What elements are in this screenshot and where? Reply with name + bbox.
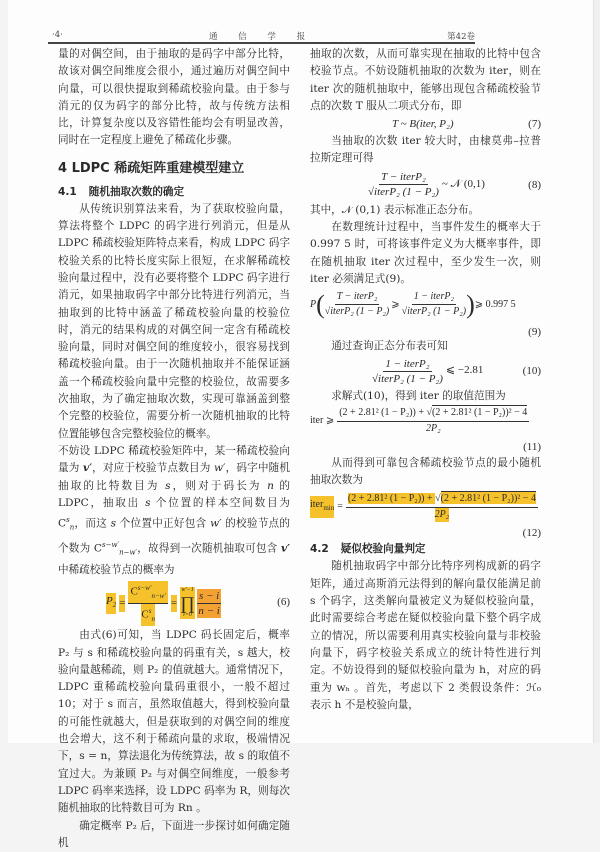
- equation-11: iter ⩾ $\frac{\text{(2 + 2.81² (1 − P₂)) + √(2 + 2.81² (1 − P₂))² − 4}}{\text{2P₂}}$ (11): [310, 405, 541, 455]
- eq6-binomial-fraction: $\frac{C^{s-w'}_{n-w'}}{C^s_n}$: [128, 581, 167, 626]
- paragraph: 通过查询正态分布表可知: [331, 340, 448, 353]
- equation-12: iter$_{min}$ = $\frac{\text{(2 + 2.81² (1 − P₂)) + √(2 + 2.81² (1 − P₂))² − 4}}{\text{2P₂}}$ (12): [310, 489, 541, 541]
- subsection-title: 疑似校验向量判定: [340, 543, 426, 556]
- subsection-number: 4.2: [310, 543, 329, 556]
- equation-number: (8): [528, 178, 541, 191]
- eq12-lhs: iter$_{min}$: [310, 496, 334, 517]
- paragraph: 当抽取的次数 iter 较大时，由棣莫弗–拉普拉斯定理可得: [310, 135, 541, 165]
- header-rule: [48, 42, 475, 44]
- subsection-heading-4-2: [310, 541, 541, 557]
- equation-number: (7): [528, 118, 541, 131]
- left-column: [58, 46, 290, 852]
- viewer-right-border: [593, 0, 600, 743]
- section-title: 4 LDPC 稀疏矩阵重建模型建立: [58, 160, 245, 176]
- eq6-ratio: $\frac{s - i}{n - i}$: [198, 589, 220, 617]
- paragraph: 从传统识别算法来看，为了获取校验向量，算法将整个 LDPC 的码字进行列消元，但是从 LDPC 稀疏校验矩阵特点来看，构成 LDPC 码字校验关系的比特长度实际上很短，在求解稀疏校验向量过程中，没有必要将整个 LDPC 码字进行消元，如果抽取码字中部分比特进行列消元，当抽取到的比特中涵盖了稀疏校验向量的校验位时，消元的结果构成的对偶空间一定含有稀疏校验向量，同时对偶空间的维度较小，很容易找到稀疏校验向量。由于一次随机抽取并不能保证涵盖一个稀疏校验向量中完整的校验位，故需要多次抽取，为了确定抽取次数，实现可靠涵盖到整个完整的校验位，需要分析一次随机抽取的比特位置能够包含完整校验位的概率。: [58, 202, 290, 440]
- subsection-title: 随机抽取次数的确定: [88, 185, 185, 198]
- page-header: [48, 30, 475, 42]
- paragraph-definitions: 不妨设 LDPC 稀疏校验矩阵中，某一稀疏校验向量为 v′，对应于校验节点数目为 w′，码字中随机抽取的比特数目为 s，则对于码长为 n 的 LDPC，抽取出 s 个位置的样本空间数目为 $C^s_n$，而这 s 个位置中正好包含 w′ 的校验节点的个数为 $C^{s-w'}_{n-w'}$，故得到一次随机抽取可包含 v′ 中稀疏校验节点的概率为: [58, 444, 290, 576]
- eq6-lhs: $P_2$: [106, 593, 116, 614]
- subsection-number: 4.1: [58, 185, 77, 198]
- intro-paragraph: 量的对偶空间，由于抽取的是码字中部分比特，故该对偶空间维度会很小，通过遍历对偶空间中向量，可以很快提取到稀疏校验向量。由于参与消元的仅为码字的部分比特，故与传统方法相比，计算复杂度以及容错性能均会有明显改善，同时在一定程度上避免了稀疏化步骤。: [58, 48, 290, 147]
- paragraph: 从而得到可靠包含稀疏校验节点的最小随机抽取次数为: [310, 456, 541, 487]
- paragraph: 确定概率 P₂ 后，下面进一步探讨如何确定随机: [58, 819, 290, 849]
- equation-number: (10): [522, 364, 541, 377]
- equation-number: (9): [528, 326, 541, 339]
- equation-8: $\frac{\text{T − iterP₂}}{\text{√iterP₂ (1 − P₂)}}$ ~ 𝒩 (0,1) (8): [368, 170, 541, 198]
- equation-10: $\frac{\text{1 − iterP₂}}{\text{√iterP₂ (1 − P₂)}}$ ⩽ −2.81 (10): [372, 357, 541, 385]
- paragraph: 在数理统计过程中，当事件发生的概率大于 0.997 5 时，可将该事件定义为大概率事件，即在随机抽取 iter 次过程中，至少发生一次，则 iter 必须满足式(9)。: [310, 221, 541, 285]
- paragraph: 求解式(10)，得到 iter 的取值范围为: [331, 389, 506, 402]
- equation-6: $P_2$ = $\frac{C^{s-w'}_{n-w'}}{C^s_n}$ = w′−1 ∏ i=0 $\frac{s - i}{n - i}$ (6): [58, 581, 290, 625]
- equation-7: T ~ B(iter, P₂) (7): [310, 115, 541, 133]
- paragraph: 其中，𝒩 (0,1) 表示标准正态分布。: [310, 203, 480, 216]
- equation-number: (12): [522, 527, 541, 540]
- page-number: ·4·: [52, 30, 63, 40]
- subsection-heading-4-1: [58, 184, 290, 200]
- eq6-product: w′−1 ∏ i=0: [180, 587, 195, 619]
- paragraph: 随机抽取码字中部分比特序列构成新的码字矩阵，通过高斯消元法得到的解向量仅能满足前 s 个码字，这类解向量被定义为疑似校验向量，此时需要综合考虑在疑似校验向量下整个码字成立的情况，所以需要利用真实校验向量与非校验向量下，码字校验关系成立的统计特性进行判定。不妨设得到的疑似校验向量为 h，对应的码重为 wₕ 。首先，考虑以下 2 类假设条件：ℋ₀ 表示 h 不是校验向量，: [310, 560, 541, 711]
- paragraph: 抽取的次数，从而可靠实现在抽取的比特中包含校验节点。不妨设随机抽取的次数为 iter，则在 iter 次的随机抽取中，能够出现包含稀疏校验节点的次数 T 服从二项式分布，即: [310, 48, 541, 112]
- equation-number: (6): [277, 596, 290, 609]
- paragraph: 由式(6)可知，当 LDPC 码长固定后，概率 P₂ 与 s 和稀疏校验向量的码重有关，s 越大，校验向量越稀疏，则 P₂ 的值就越大。通常情况下，LDPC 重稀疏校验向量码重很小，一般不超过 10；对于 s 而言，虽然取值越大，得到校验向量的可能性就越大，但是获取到的对偶空间的维度也会增大，这不利于稀疏向量的求取，极端情况下，s = n，算法退化为传统算法，故 s 的取值不宜过大。为兼顾 P₂ 与对偶空间维度，一般参考 LDPC 码率来选择，设 LDPC 码率为 R，则每次随机抽取的比特数目可为 Rn 。: [58, 629, 290, 815]
- equation-9: P ( $\frac{\text{T − iterP₂}}{\text{√iterP₂ (1 − P₂)}}$ ⩾ $\frac{\text{1 − iterP₂}}{\text{√iterP₂ (1 − P₂)}}$ ) ⩾ 0.997 5 (9): [310, 288, 541, 338]
- right-column: [310, 46, 541, 714]
- volume-label: 第42卷: [447, 32, 475, 42]
- journal-title: 通 信 学 报: [208, 32, 315, 42]
- equation-number: (11): [523, 440, 541, 453]
